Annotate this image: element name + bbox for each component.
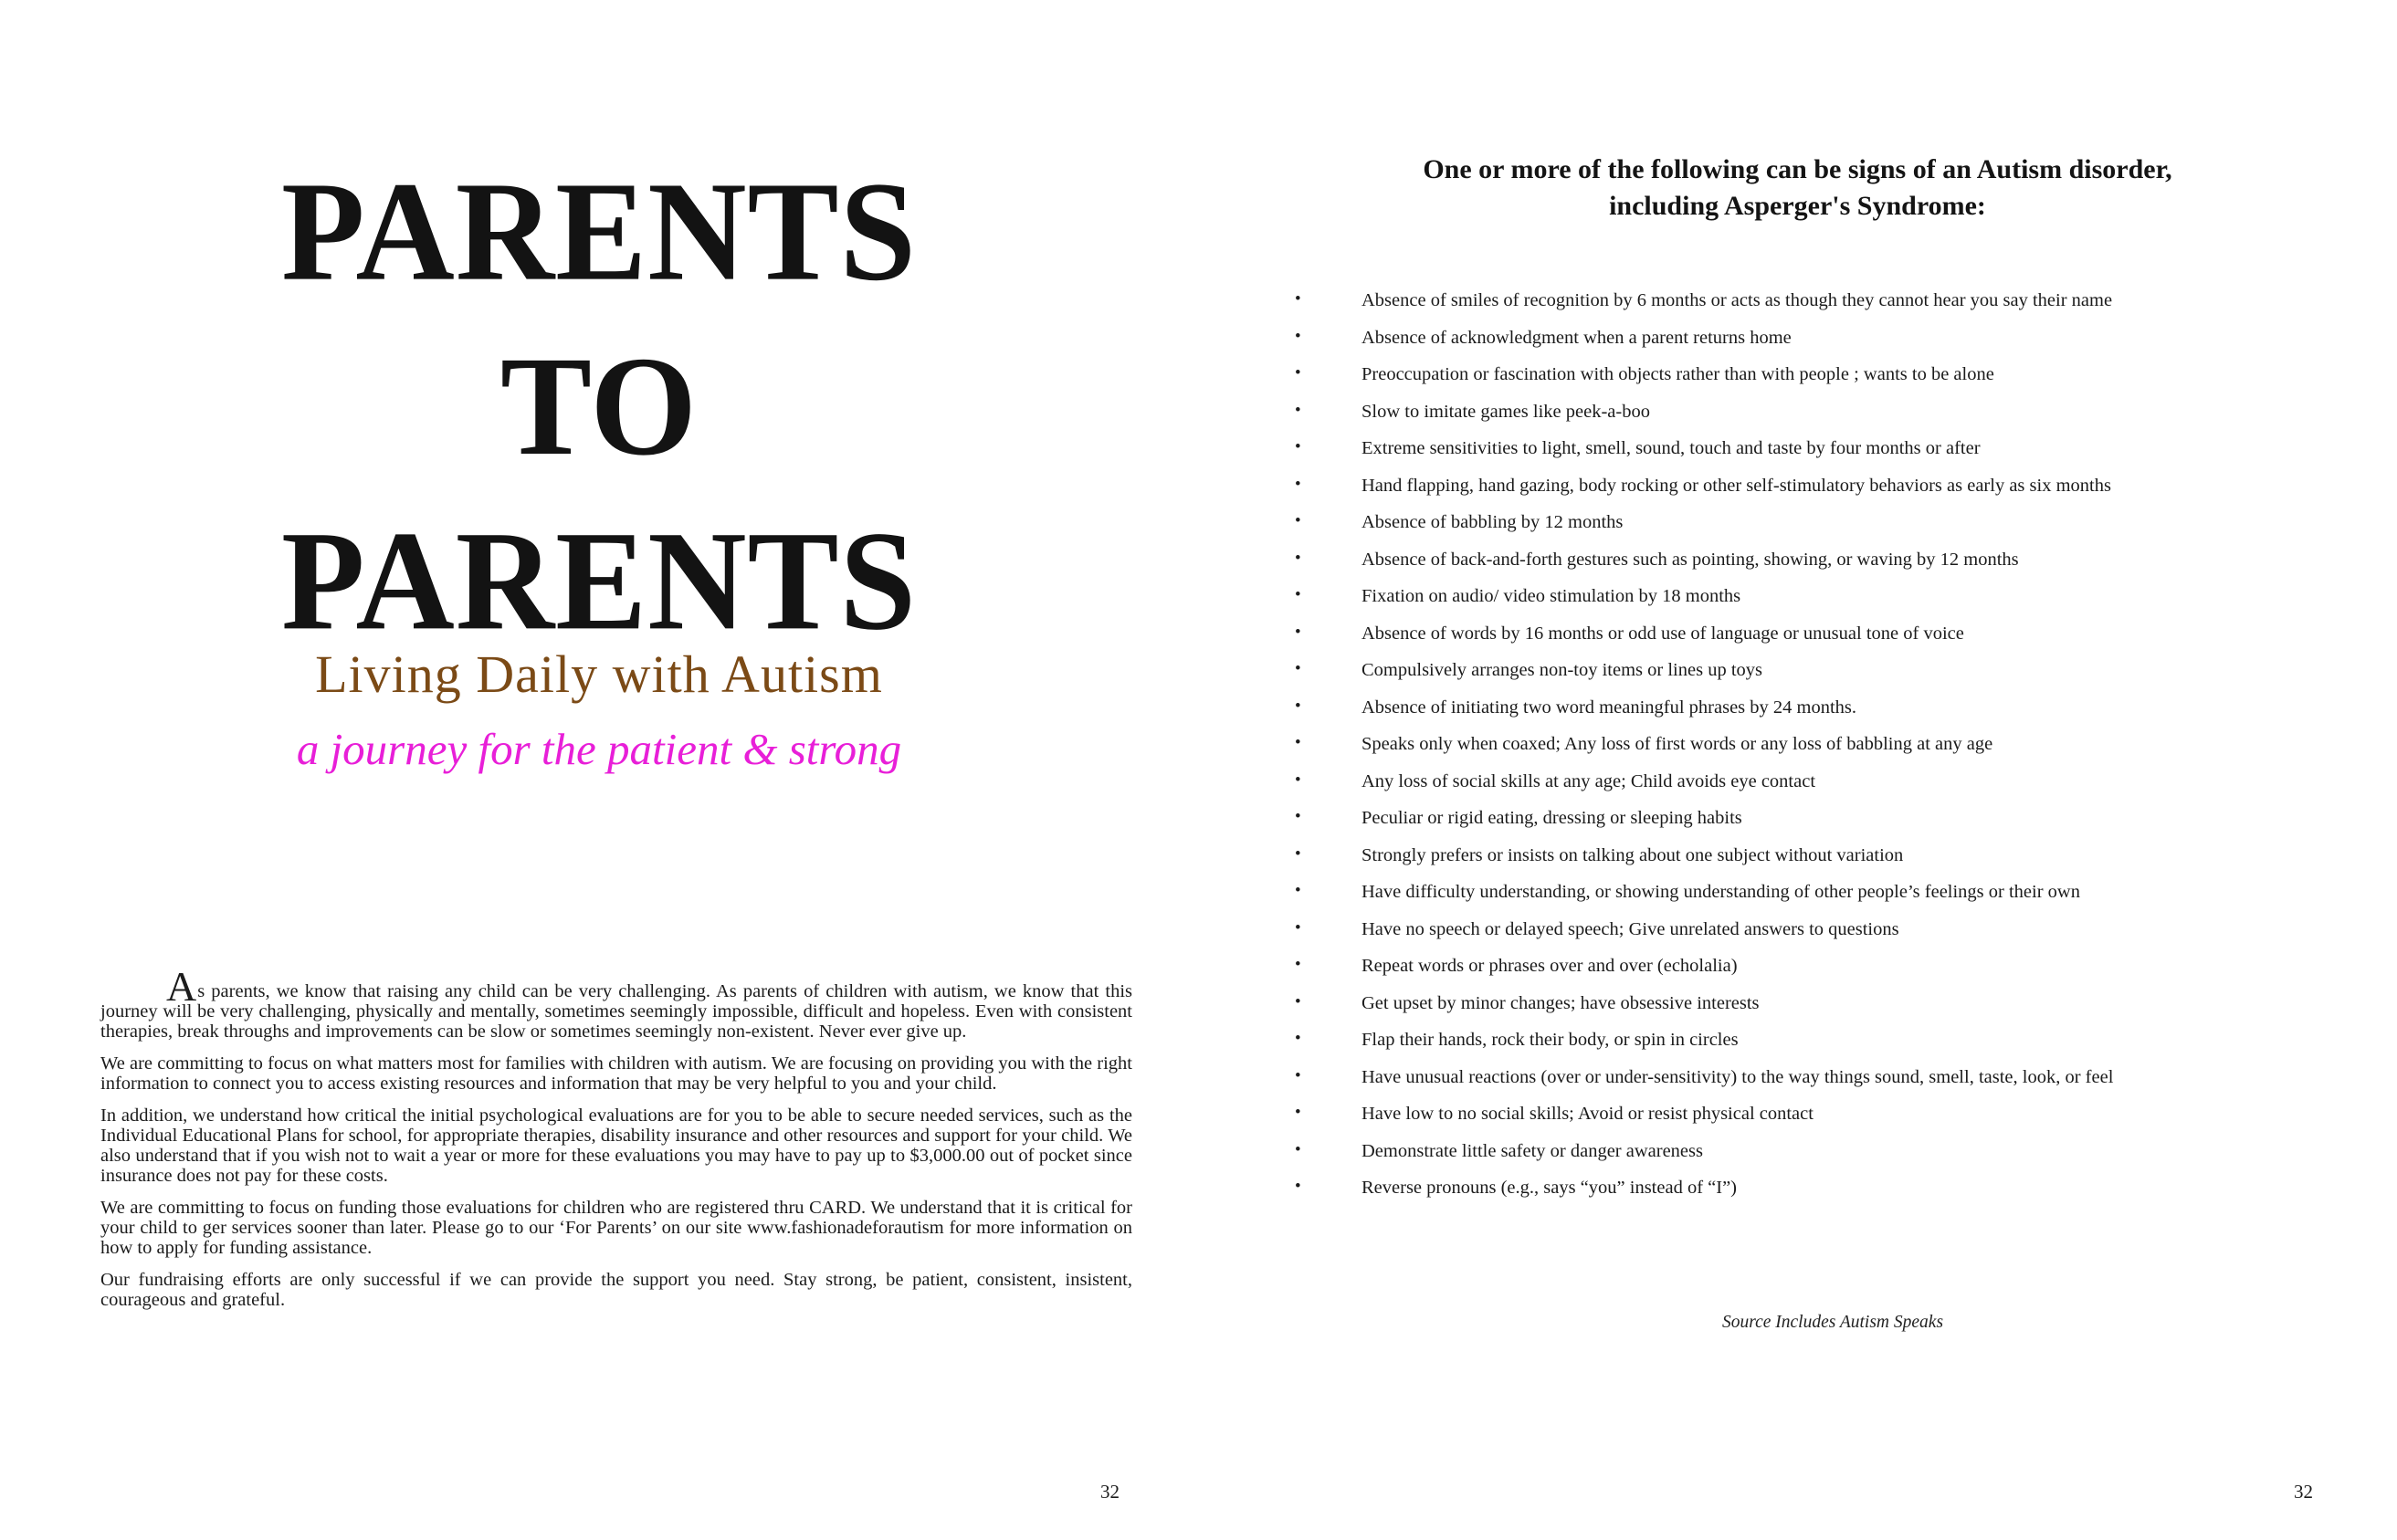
list-item-text: Have no speech or delayed speech; Give unrelated answers to questions xyxy=(1361,918,1899,939)
title-line-2: TO xyxy=(499,327,698,486)
list-item-text: Compulsively arranges non-toy items or lines up toys xyxy=(1361,660,1762,680)
list-item-text: Peculiar or rigid eating, dressing or sleeping habits xyxy=(1361,808,1742,828)
list-item xyxy=(1293,586,2375,606)
list-item-text: Speaks only when coaxed; Any loss of first words or any loss of babbling at any age xyxy=(1361,734,1993,754)
paragraph-1-text: s parents, we know that raising any child can be very challenging. As parents of children with autism, we know that this journey will be very challenging, physically and mentally, sometimes seemingly impossible, difficult and hopeless. Even with consistent therapies, break throughs and improvements can be slow or sometimes seemingly non-existent. Never ever give up. xyxy=(100,981,1132,1042)
list-item xyxy=(1293,290,2375,310)
left-page xyxy=(0,0,1198,1540)
bullet-icon: • xyxy=(1295,733,1301,752)
right-page xyxy=(1198,0,2397,1540)
bullet-icon: • xyxy=(1295,400,1301,420)
bullet-icon: • xyxy=(1295,437,1301,456)
book-title xyxy=(0,144,1198,668)
bullet-icon: • xyxy=(1295,659,1301,678)
signs-heading-line-2: including Asperger's Syndrome: xyxy=(1609,191,1986,221)
list-item xyxy=(1293,808,2375,828)
list-item-text: Absence of babbling by 12 months xyxy=(1361,512,1624,532)
title-line-1: PARENTS xyxy=(281,152,917,310)
list-item xyxy=(1293,1104,2375,1124)
list-item xyxy=(1293,328,2375,348)
list-item-text: Any loss of social skills at any age; Child avoids eye contact xyxy=(1361,770,1816,791)
list-item xyxy=(1293,697,2375,718)
list-item-text: Flap their hands, rock their body, or spin in circles xyxy=(1361,1030,1739,1050)
paragraph-4: We are committing to focus on funding those evaluations for children who are registered thru CARD. We understand that it is critical for your child to ger services sooner than later. Please go to our ‘For Parents’ on our site www.fashionadeforautism for more information on how to apply for funding assistance. xyxy=(100,1198,1132,1258)
bullet-icon: • xyxy=(1295,1065,1301,1085)
bullet-icon: • xyxy=(1295,770,1301,790)
list-item-text: Fixation on audio/ video stimulation by 18 months xyxy=(1361,586,1741,606)
list-item xyxy=(1293,550,2375,570)
list-item-text: Absence of back-and-forth gestures such as pointing, showing, or waving by 12 months xyxy=(1361,549,2019,570)
bullet-icon: • xyxy=(1295,1103,1301,1122)
list-item xyxy=(1293,845,2375,865)
bullet-icon: • xyxy=(1295,991,1301,1011)
list-item xyxy=(1293,956,2375,976)
title-line-3: PARENTS xyxy=(281,502,917,660)
list-item-text: Strongly prefers or insists on talking about one subject without variation xyxy=(1361,844,1904,865)
signs-heading-line-1: One or more of the following can be signs of an Autism disorder, xyxy=(1423,154,2172,184)
bullet-icon: • xyxy=(1295,1139,1301,1159)
list-item xyxy=(1293,919,2375,939)
list-item xyxy=(1293,623,2375,644)
bullet-icon: • xyxy=(1295,289,1301,309)
paragraph-1 xyxy=(100,963,1132,1042)
bullet-icon: • xyxy=(1295,622,1301,642)
list-item-text: Demonstrate little safety or danger awareness xyxy=(1361,1140,1703,1161)
list-item xyxy=(1293,364,2375,384)
list-item xyxy=(1293,993,2375,1013)
list-item-text: Have difficulty understanding, or showing understanding of other people’s feelings or their own xyxy=(1361,882,2080,902)
bullet-icon: • xyxy=(1295,474,1301,494)
bullet-icon: • xyxy=(1295,807,1301,826)
list-item xyxy=(1293,1030,2375,1050)
list-item xyxy=(1293,476,2375,496)
tagline: a journey for the patient & strong xyxy=(296,724,902,774)
list-item xyxy=(1293,882,2375,902)
list-item xyxy=(1293,402,2375,422)
bullet-icon: • xyxy=(1295,881,1301,900)
list-item xyxy=(1293,512,2375,532)
list-item-text: Get upset by minor changes; have obsessive interests xyxy=(1361,992,1760,1013)
bullet-icon: • xyxy=(1295,511,1301,530)
list-item-text: Have unusual reactions (over or under-sensitivity) to the way things sound, smell, taste, look, or feel xyxy=(1361,1066,2114,1087)
list-item-text: Absence of words by 16 months or odd use of language or unusual tone of voice xyxy=(1361,623,1964,644)
bullet-icon: • xyxy=(1295,1029,1301,1048)
bullet-icon: • xyxy=(1295,955,1301,974)
list-item-text: Reverse pronouns (e.g., says “you” instead of “I”) xyxy=(1361,1178,1738,1198)
list-item-text: Extreme sensitivities to light, smell, sound, touch and taste by four months or after xyxy=(1361,438,1981,458)
bullet-icon: • xyxy=(1295,548,1301,568)
signs-heading xyxy=(1323,152,2273,225)
bullet-icon: • xyxy=(1295,696,1301,716)
bullet-icon: • xyxy=(1295,585,1301,604)
page-number-right: 32 xyxy=(2294,1481,2313,1503)
bullet-icon: • xyxy=(1295,363,1301,382)
list-item-text: Slow to imitate games like peek-a-boo xyxy=(1361,401,1650,422)
paragraph-2: We are committing to focus on what matters most for families with children with autism. We are focusing on providing you with the right information to connect you to access existing resources and information that may be very helpful to you and your child. xyxy=(100,1053,1132,1094)
list-item-text: Have low to no social skills; Avoid or resist physical contact xyxy=(1361,1104,1814,1124)
list-item xyxy=(1293,771,2375,791)
drop-cap: A xyxy=(166,963,198,1010)
source-note: Source Includes Autism Speaks xyxy=(1721,1313,1944,1332)
list-item xyxy=(1293,1067,2375,1087)
page-number-left: 32 xyxy=(1100,1481,1120,1503)
bullet-icon: • xyxy=(1295,843,1301,864)
intro-text xyxy=(100,963,1132,1322)
list-item xyxy=(1293,438,2375,458)
list-item-text: Absence of initiating two word meaningful phrases by 24 months. xyxy=(1361,697,1857,718)
list-item xyxy=(1293,1178,2375,1198)
list-item xyxy=(1293,660,2375,680)
list-item-text: Absence of smiles of recognition by 6 months or acts as though they cannot hear you say their name xyxy=(1361,290,2113,310)
bullet-icon: • xyxy=(1295,326,1301,346)
subtitle: Living Daily with Autism xyxy=(315,644,883,704)
bullet-icon: • xyxy=(1295,917,1301,938)
list-item-text: Repeat words or phrases over and over (echolalia) xyxy=(1361,956,1738,976)
list-item-text: Absence of acknowledgment when a parent returns home xyxy=(1361,327,1792,348)
list-item-text: Preoccupation or fascination with objects rather than with people ; wants to be alone xyxy=(1361,364,1994,384)
paragraph-5: Our fundraising efforts are only successful if we can provide the support you need. Stay strong, be patient, consistent, insistent, courageous and grateful. xyxy=(100,1270,1132,1310)
signs-list xyxy=(1293,290,2375,1215)
list-item-text: Hand flapping, hand gazing, body rocking or other self-stimulatory behaviors as early as six months xyxy=(1361,475,2111,496)
bullet-icon: • xyxy=(1295,1177,1301,1196)
paragraph-3: In addition, we understand how critical the initial psychological evaluations are for you to be able to secure needed services, such as the Individual Educational Plans for school, for appropriate therapies, disability insurance and other resources and support for your child. We also understand that if you wish not to wait a year or more for these evaluations you may have to pay up to $3,000.00 out of pocket since insurance does not pay for these costs. xyxy=(100,1105,1132,1186)
list-item xyxy=(1293,734,2375,754)
list-item xyxy=(1293,1141,2375,1161)
